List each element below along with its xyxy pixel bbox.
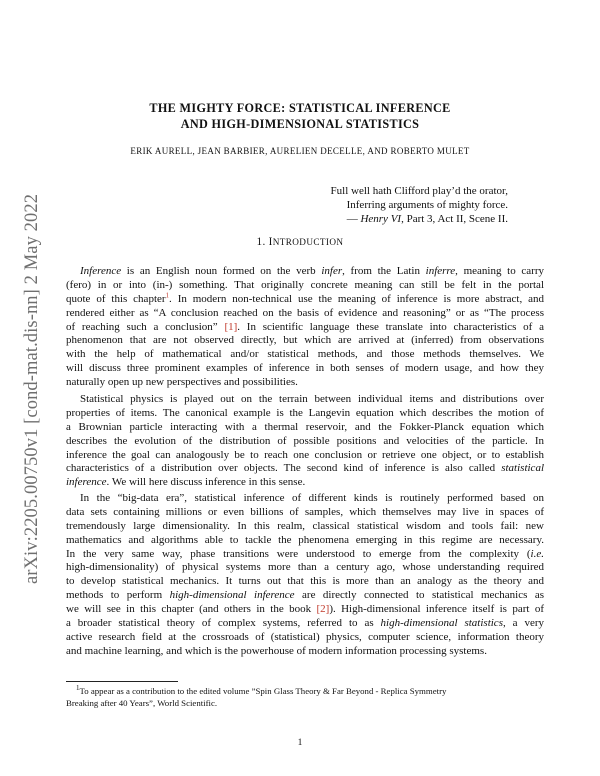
text-line: characteristics of a distribution over objects. The second kind of inference is also called statistical: [66, 462, 544, 475]
citation-link[interactable]: [1]: [224, 320, 238, 333]
footnote-line: $^1$To appear as a contribution to the edited volume ”Spin Glass Theory & Far Beyond - Replica Symmetry: [76, 684, 447, 696]
text-line: data sets containing millions or even billions of samples, which themselves may live in spaces of: [66, 505, 544, 518]
paper-title-line-1: THE MIGHTY FORCE: STATISTICAL INFERENCE: [149, 101, 451, 115]
text-line: methods to perform high-dimensional inference are directly connected to statistical mechanics as: [66, 589, 545, 602]
text-line: naturally open up new perspectives and possibilities.: [66, 376, 298, 389]
author-list: ERIK AURELL, JEAN BARBIER, AURELIEN DECELLE, AND ROBERTO MULET: [130, 146, 470, 156]
epigraph-line-2: Inferring arguments of mighty force.: [346, 199, 508, 212]
paper-title-line-2: AND HIGH-DIMENSIONAL STATISTICS: [180, 117, 420, 131]
text-line: a Brownian particle interacting with a thermal reservoir, and the Fokker-Planck equation which: [66, 420, 544, 433]
epigraph-line-1: Full well hath Clifford play’d the orator,: [330, 185, 508, 197]
footnote-line: Breaking after 40 Years”, World Scientific.: [66, 697, 218, 708]
footnote-divider: [66, 681, 178, 682]
text-line: and machine learning, and which is the powerhouse of modern information processing systems.: [66, 644, 487, 657]
text-line: inference the goal can analogously be to reach one conclusion or retrieve one object, or to establish: [66, 448, 544, 461]
text-line: properties of items. The canonical example is the Langevin equation which describes the motion of: [66, 406, 544, 419]
page-number: 1: [297, 738, 303, 748]
arxiv-stamp[interactable]: arXiv:2205.00750v1 [cond-mat.dis-nn] 2 May 2022: [22, 193, 42, 585]
text-line: Inference is an English noun formed on the verb infer, from the Latin inferre, meaning to carry: [80, 265, 544, 277]
text-line: (fero) in or into (in-) something. That originally concrete meaning can still be felt in the portal: [66, 278, 544, 291]
text-line: Statistical physics is played out on the terrain between individual items and distributions over: [80, 393, 544, 405]
text-line: In the “big-data era”, statistical inference of different kinds is routinely performed based on: [80, 492, 544, 504]
text-line: we will see in this chapter (and others in the book [2]). High-dimensional inference itself is part of: [66, 603, 544, 616]
paragraph-1: [66, 265, 544, 390]
paragraph-2: [66, 393, 544, 490]
text-line: phenomenon that are not observed directly, but which are arrived at (inferred) from observations: [66, 334, 544, 347]
text-line: a broader statistical theory of complex systems, referred to as high-dimensional statistics, a very: [66, 617, 545, 630]
citation-link[interactable]: [2]: [316, 603, 330, 616]
text-line: In the very same way, phase transitions were understood to emerge from the complexity (i.e.: [66, 547, 544, 560]
text-line: quote of this chapter$^1$. In modern non-technical use the meaning of inference is more abstract, and: [66, 291, 544, 305]
text-line: of reaching such a conclusion” [1]. In scientific language these translate into characteristics of a: [66, 320, 544, 333]
text-line: to develop statistical mechanics. It turns out that this is more than an analogy as the theory and: [66, 575, 544, 588]
section-heading-introduction: 1. INTRODUCTION: [256, 236, 344, 248]
text-line: with the help of mathematical and/or statistical methods, and those methods themselves. We: [66, 348, 544, 361]
text-line: tremendously large dimensionality. In this realm, classical statistical wisdom and tools fail: new: [66, 519, 544, 532]
text-line: will discuss three prominent examples of inference in both senses of modern usage, and how they: [66, 362, 544, 375]
text-line: mathematics and algorithms able to tackle the phenomena emerging in this regime are necessary.: [66, 533, 544, 546]
text-line: high-dimensionality) of physical systems more than a century ago, whose understanding required: [66, 561, 544, 574]
paragraph-3: [66, 492, 544, 659]
text-line: inference. We will here discuss inference in this sense.: [66, 476, 306, 489]
footnote: [66, 686, 544, 709]
text-line: rendered either as “A conclusion reached on the basis of evidence and reasoning” or as “The process: [66, 306, 544, 319]
epigraph-attribution: — Henry VI, Part 3, Act II, Scene II.: [346, 213, 508, 226]
epigraph: [331, 184, 508, 227]
text-line: active research field at the crossroads of (statistical) physics, computer science, information theory: [66, 630, 544, 643]
footnote-marker[interactable]: 1: [165, 291, 170, 300]
text-line: describes the evolution of the distribution of possible positions and velocities of the particle. In: [66, 434, 544, 447]
